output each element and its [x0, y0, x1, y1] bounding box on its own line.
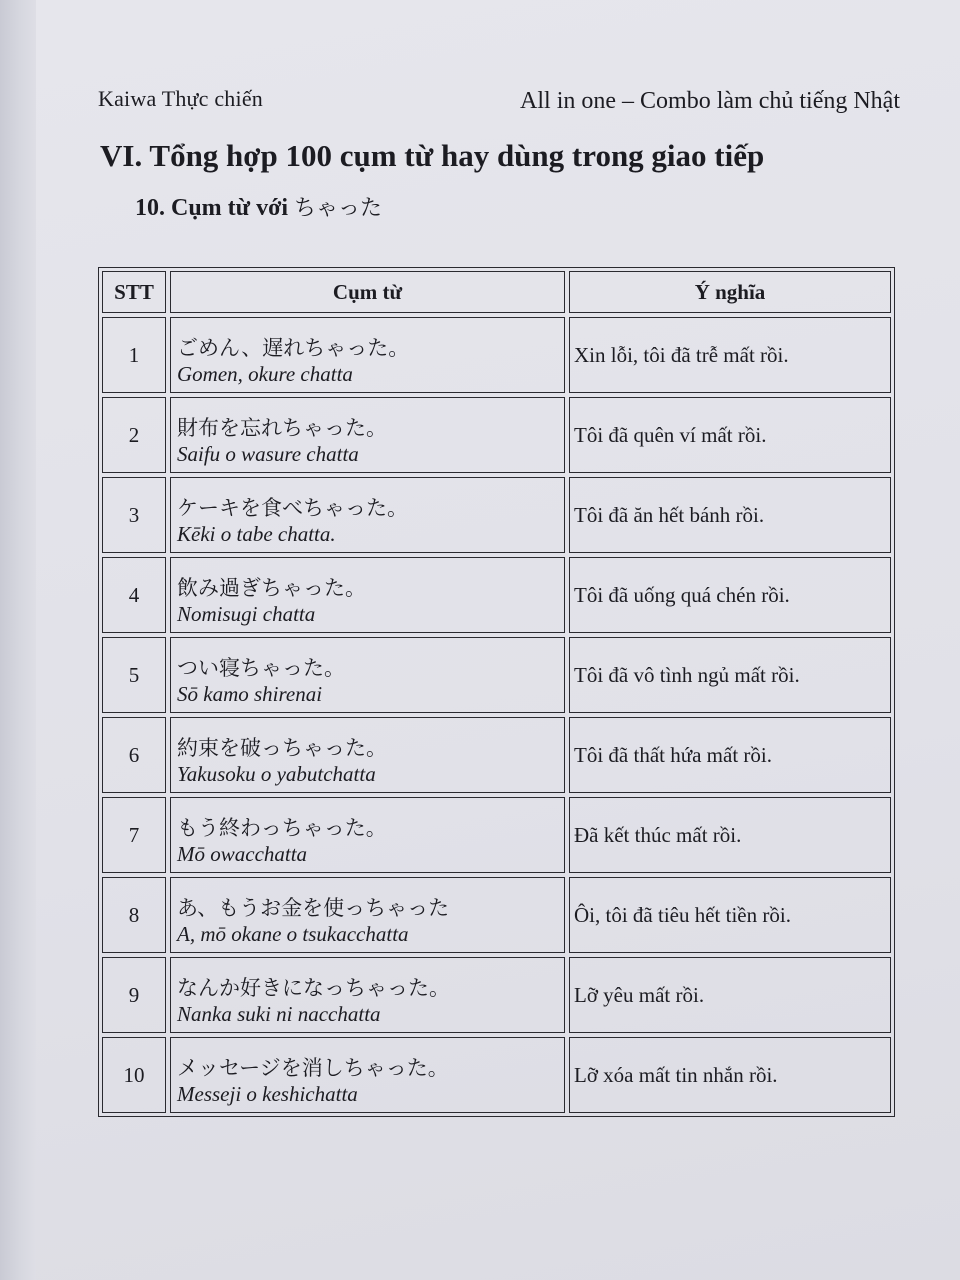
row-number: 8 [102, 877, 166, 953]
japanese-phrase: もう終わっちゃった。 [177, 816, 387, 840]
row-number: 6 [102, 717, 166, 793]
phrase-cell [170, 877, 565, 953]
romaji-phrase: Yakusoku o yabutchatta [177, 762, 376, 786]
row-number: 9 [102, 957, 166, 1033]
header-meaning: Ý nghĩa [569, 271, 891, 313]
meaning-cell: Lỡ xóa mất tin nhắn rồi. [569, 1037, 891, 1113]
romaji-phrase: Saifu o wasure chatta [177, 442, 359, 466]
meaning-cell: Tôi đã thất hứa mất rồi. [569, 717, 891, 793]
meaning-cell: Xin lỗi, tôi đã trễ mất rồi. [569, 317, 891, 393]
phrase-cell [170, 477, 565, 553]
japanese-phrase: ケーキを食べちゃった。 [177, 496, 408, 520]
row-number: 3 [102, 477, 166, 553]
romaji-phrase: Gomen, okure chatta [177, 362, 353, 386]
row-number: 5 [102, 637, 166, 713]
phrase-cell [170, 957, 565, 1033]
japanese-phrase: 約束を破っちゃった。 [177, 736, 387, 760]
romaji-phrase: A, mō okane o tsukacchatta [177, 922, 409, 946]
phrase-table [98, 267, 895, 1117]
row-number: 7 [102, 797, 166, 873]
sub-title [135, 191, 382, 222]
meaning-cell: Tôi đã quên ví mất rồi. [569, 397, 891, 473]
romaji-phrase: Messeji o keshichatta [177, 1082, 358, 1106]
row-number: 10 [102, 1037, 166, 1113]
japanese-phrase: ごめん、遅れちゃった。 [177, 336, 410, 360]
phrase-cell [170, 397, 565, 473]
meaning-cell: Lỡ yêu mất rồi. [569, 957, 891, 1033]
japanese-phrase: 飲み過ぎちゃった。 [177, 576, 366, 600]
meaning-cell: Tôi đã ăn hết bánh rồi. [569, 477, 891, 553]
row-number: 4 [102, 557, 166, 633]
japanese-phrase: つい寝ちゃった。 [177, 656, 345, 680]
japanese-phrase: 財布を忘れちゃった。 [177, 416, 387, 440]
row-number: 2 [102, 397, 166, 473]
japanese-phrase: なんか好きになっちゃった。 [177, 976, 450, 1000]
phrase-cell [170, 317, 565, 393]
meaning-cell: Ôi, tôi đã tiêu hết tiền rồi. [569, 877, 891, 953]
japanese-phrase: あ、もうお金を使っちゃった [177, 896, 450, 920]
header-phrase: Cụm từ [170, 271, 565, 313]
meaning-cell: Đã kết thúc mất rồi. [569, 797, 891, 873]
running-header-right: All in one – Combo làm chủ tiếng Nhật [520, 88, 900, 114]
phrase-cell [170, 717, 565, 793]
romaji-phrase: Kēki o tabe chatta. [177, 522, 336, 546]
row-number: 1 [102, 317, 166, 393]
romaji-phrase: Mō owacchatta [177, 842, 308, 866]
romaji-phrase: Nomisugi chatta [177, 602, 316, 626]
running-header-left: Kaiwa Thực chiến [98, 86, 263, 111]
sub-title-japanese: ちゃった [294, 196, 383, 221]
section-title: VI. Tổng hợp 100 cụm từ hay dùng trong giao tiếp [100, 138, 765, 173]
header-stt: STT [102, 271, 166, 313]
japanese-phrase: メッセージを消しちゃった。 [177, 1056, 449, 1080]
book-gutter-shadow [0, 0, 40, 1280]
romaji-phrase: Sō kamo shirenai [177, 682, 323, 706]
phrase-cell [170, 797, 565, 873]
phrase-cell [170, 557, 565, 633]
phrase-cell [170, 1037, 565, 1113]
romaji-phrase: Nanka suki ni nacchatta [177, 1002, 381, 1026]
phrase-cell [170, 637, 565, 713]
sub-title-text: 10. Cụm từ với [135, 195, 289, 221]
meaning-cell: Tôi đã uống quá chén rồi. [569, 557, 891, 633]
meaning-cell: Tôi đã vô tình ngủ mất rồi. [569, 637, 891, 713]
